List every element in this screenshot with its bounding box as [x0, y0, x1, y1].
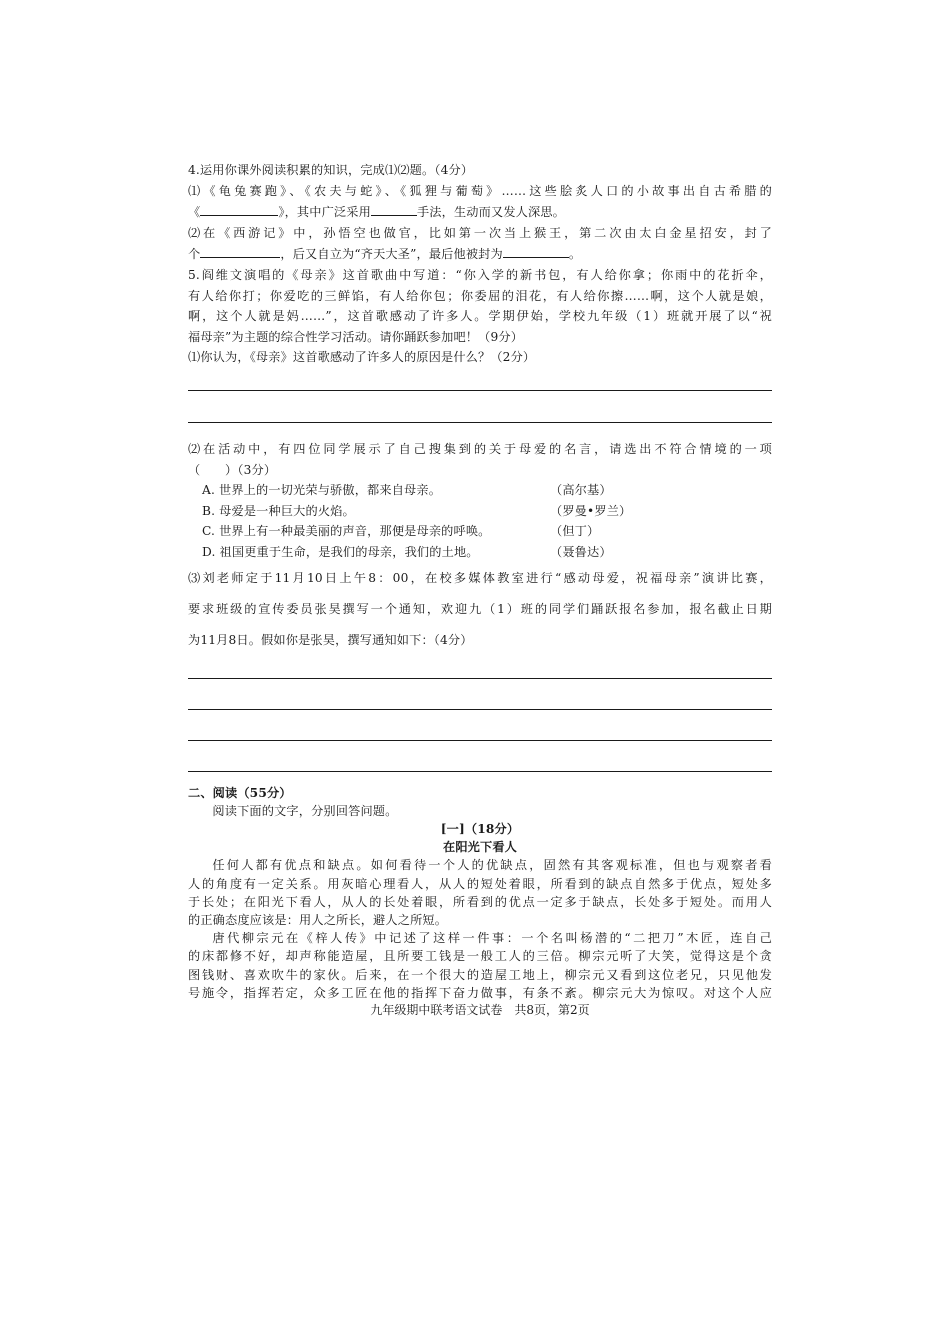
- option-b[interactable]: [188, 501, 772, 522]
- option-c[interactable]: [188, 521, 772, 542]
- option-c-source: （但丁）: [550, 524, 600, 539]
- option-a[interactable]: [188, 480, 772, 501]
- option-b-source: （罗曼•罗兰）: [550, 503, 632, 518]
- option-d[interactable]: [188, 542, 772, 563]
- para2-line4: 号施令，指挥若定，众多工匠在他的指挥下奋力做事，有条不紊。柳宗元大为惊叹。对这个人应: [188, 985, 772, 1000]
- para1-line4: 的正确态度应该是：用人之所长，避人之所短。: [188, 912, 448, 927]
- q5-sub2-line1: ⑵在活动中，有四位同学展示了自己搜集到的关于母爱的名言，请选出不符合情境的一项: [188, 441, 772, 456]
- option-b-text: B. 母爱是一种巨大的火焰。: [202, 503, 355, 518]
- q5-sub3-line2: 要求班级的宣传委员张昊撰写一个通知，欢迎九（1）班的同学们踊跃报名参加，报名截止日期: [188, 601, 772, 616]
- para1-line1: 任何人都有优点和缺点。如何看待一个人的优缺点，固然有其客观标准，但也与观察者看: [212, 858, 772, 873]
- q5-stem-line2: 有人给你打；你爱吃的三鲜馅，有人给你包；你委屈的泪花，有人给你擦……啊，这个人就是娘，: [188, 288, 772, 303]
- option-a-text: A. 世界上的一切光荣与骄傲，都来自母亲。: [202, 483, 442, 498]
- q5-sub1: ⑴你认为，《母亲》这首歌感动了许多人的原因是什么？（2分）: [188, 350, 536, 365]
- q5-stem-line1: 5.阎维文演唱的《母亲》这首歌曲中写道：“你入学的新书包，有人给你拿；你雨中的花折伞，: [188, 267, 772, 282]
- para1-line2: 人的角度有一定关系。用灰暗心理看人，从人的短处着眼，所看到的缺点自然多于优点，短处多: [188, 876, 772, 891]
- q4-blank-technique[interactable]: [371, 201, 417, 216]
- q4-blank-title[interactable]: [503, 243, 569, 258]
- q4-part2-line1: ⑵在《西游记》中，孙悟空也做官，比如第一次当上猴王，第二次由太白金星招安，封了: [188, 225, 772, 240]
- option-d-text: D. 祖国更重于生命，是我们的母亲，我们的土地。: [202, 544, 479, 559]
- para2-line2: 的床都修不好，却声称能造屋，且所要工钱是一般工人的三倍。柳宗元听了大笑，觉得这是个贪: [188, 949, 772, 964]
- q5-stem-line3: 啊，这个人就是妈……”，这首歌感动了许多人。学期伊始，学校九年级（1）班就开展了以“祝: [188, 309, 772, 324]
- para2-line3: 图钱财、喜欢吹牛的家伙。后来，在一个很大的造屋工地上，柳宗元又看到这位老兄，只见他发: [188, 967, 772, 982]
- page-footer: 九年级期中联考语文试卷 共8页，第2页: [370, 1003, 590, 1017]
- reading-instruction: 阅读下面的文字，分别回答问题。: [212, 803, 398, 818]
- q4-part1-open-quote: 《: [188, 205, 201, 220]
- q4-part2-line2: [188, 243, 772, 265]
- option-c-text: C. 世界上有一种最美丽的声音，那便是母亲的呼唤。: [202, 524, 491, 539]
- q4-part2-start: 个: [188, 247, 201, 262]
- para1-line3: 于长处；在阳光下看人，从人的长处着眼，所看到的优点一定多于缺点，长处多于短处。而用人: [188, 894, 772, 909]
- q4-part1-line2: [188, 201, 772, 223]
- q5-sub2-line2: （ ）（3分）: [188, 462, 277, 477]
- q4-blank-book[interactable]: [200, 201, 278, 216]
- q4-part1-line1: ⑴《龟兔赛跑》、《农夫与蛇》、《狐狸与葡萄》……这些脍炙人口的小故事出自古希腊的: [188, 183, 772, 198]
- q5-sub3-line3: 为11月8日。假如你是张昊，撰写通知如下：（4分）: [188, 632, 473, 647]
- passage-title: 在阳光下看人: [442, 840, 518, 855]
- option-a-source: （高尔基）: [550, 483, 612, 498]
- exam-content: [188, 160, 772, 1002]
- q5-stem-line4: 福母亲”为主题的综合性学习活动。请你踊跃参加吧！（9分）: [188, 329, 524, 344]
- q4-part1-middle: 》，其中广泛采用: [278, 205, 371, 220]
- reading-part-label: [一]（18分）: [440, 821, 520, 836]
- q4-part2-middle: ，后又自立为“齐天大圣”，最后他被封为: [280, 247, 503, 262]
- reading-heading: 二、阅读（55分）: [188, 785, 292, 800]
- q5-sub3-line1: ⑶刘老师定于11月10日上午8：00，在校多媒体教室进行“感动母爱，祝福母亲”演讲比赛，: [188, 570, 772, 585]
- q4-part2-end: 。: [568, 247, 582, 262]
- para2-line1: 唐代柳宗元在《梓人传》中记述了这样一件事：一个名叫杨潜的“二把刀”木匠，连自己: [212, 931, 772, 946]
- q4-blank-official[interactable]: [200, 243, 280, 258]
- q4-stem: 4.运用你课外阅读积累的知识，完成⑴⑵题。（4分）: [188, 163, 474, 177]
- q4-part1-end: 手法，生动而又发人深思。: [416, 205, 566, 220]
- option-d-source: （聂鲁达）: [550, 544, 612, 559]
